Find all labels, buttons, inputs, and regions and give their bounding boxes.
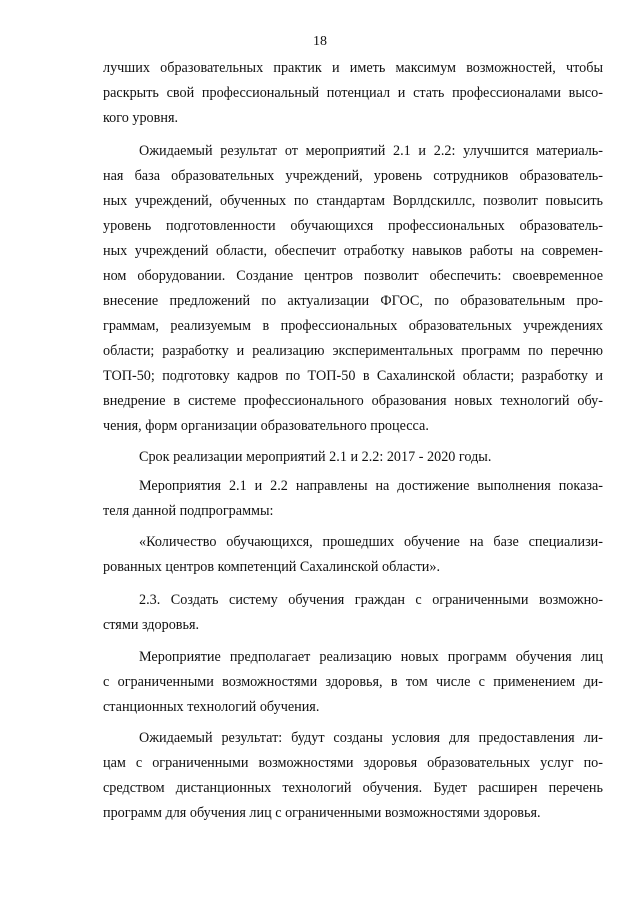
- text-line: Ожидаемый результат: будут созданы условия для предоставления ли-: [139, 730, 603, 746]
- text-line: средством дистанционных технологий обучения. Будет расширен перечень: [103, 780, 603, 796]
- text-line: программ для обучения лиц с ограниченными возможностями здоровья.: [103, 805, 541, 821]
- text-line: ная база образовательных учреждений, уровень сотрудников образователь-: [103, 168, 603, 184]
- text-line: Мероприятия 2.1 и 2.2 направлены на достижение выполнения показа-: [139, 478, 603, 494]
- paragraph: [103, 474, 603, 524]
- paragraph: [103, 139, 603, 439]
- text-line: граммам, реализуемым в профессиональных образовательных учреждениях: [103, 318, 603, 334]
- page-number: 18: [313, 34, 327, 49]
- text-line: кого уровня.: [103, 110, 179, 126]
- text-line: «Количество обучающихся, прошедших обучение на базе специализи-: [139, 534, 603, 550]
- text-line: Ожидаемый результат от мероприятий 2.1 и 2.2: улучшится материаль-: [139, 143, 603, 159]
- paragraph: [103, 530, 603, 580]
- paragraph: [103, 588, 603, 638]
- text-line: рованных центров компетенций Сахалинской области».: [103, 559, 441, 575]
- text-line: ном оборудовании. Создание центров позволит обеспечить: своевременное: [103, 268, 603, 284]
- text-line: ТОП-50; подготовку кадров по ТОП-50 в Сахалинской области; разработку и: [103, 368, 603, 384]
- paragraph: [103, 645, 603, 720]
- text-line: 2.3. Создать систему обучения граждан с ограниченными возможно-: [139, 592, 603, 608]
- text-line: ных учреждений, обученных по стандартам Ворлдскиллс, позволит повысить: [103, 193, 603, 209]
- text-line: области; разработку и реализацию экспериментальных программ по перечню: [103, 343, 603, 359]
- text-line: Срок реализации мероприятий 2.1 и 2.2: 2017 - 2020 годы.: [139, 449, 492, 465]
- text-line: стями здоровья.: [103, 617, 200, 633]
- text-line: теля данной подпрограммы:: [103, 503, 274, 519]
- text-line: раскрыть свой профессиональный потенциал и стать профессионалами высо-: [103, 85, 603, 101]
- text-line: внесение предложений по актуализации ФГОС, по образовательным про-: [103, 293, 603, 309]
- paragraph: [103, 56, 603, 131]
- text-line: внедрение в системе профессионального образования новых технологий обу-: [103, 393, 603, 409]
- text-line: с ограниченными возможностями здоровья, в том числе с применением ди-: [103, 674, 603, 690]
- text-line: Мероприятие предполагает реализацию новых программ обучения лиц: [139, 649, 603, 665]
- document-body: [103, 56, 603, 826]
- text-line: станционных технологий обучения.: [103, 699, 320, 715]
- text-line: цам с ограниченными возможностями здоровья образовательных услуг по-: [103, 755, 603, 771]
- paragraph: [103, 726, 603, 826]
- text-line: уровень подготовленности обучающихся профессиональных образователь-: [103, 218, 603, 234]
- text-line: лучших образовательных практик и иметь максимум возможностей, чтобы: [103, 60, 603, 76]
- text-line: чения, форм организации образовательного процесса.: [103, 418, 429, 434]
- text-line: ных учреждений области, обеспечит отработку навыков работы на современ-: [103, 243, 603, 259]
- paragraph: [103, 445, 603, 470]
